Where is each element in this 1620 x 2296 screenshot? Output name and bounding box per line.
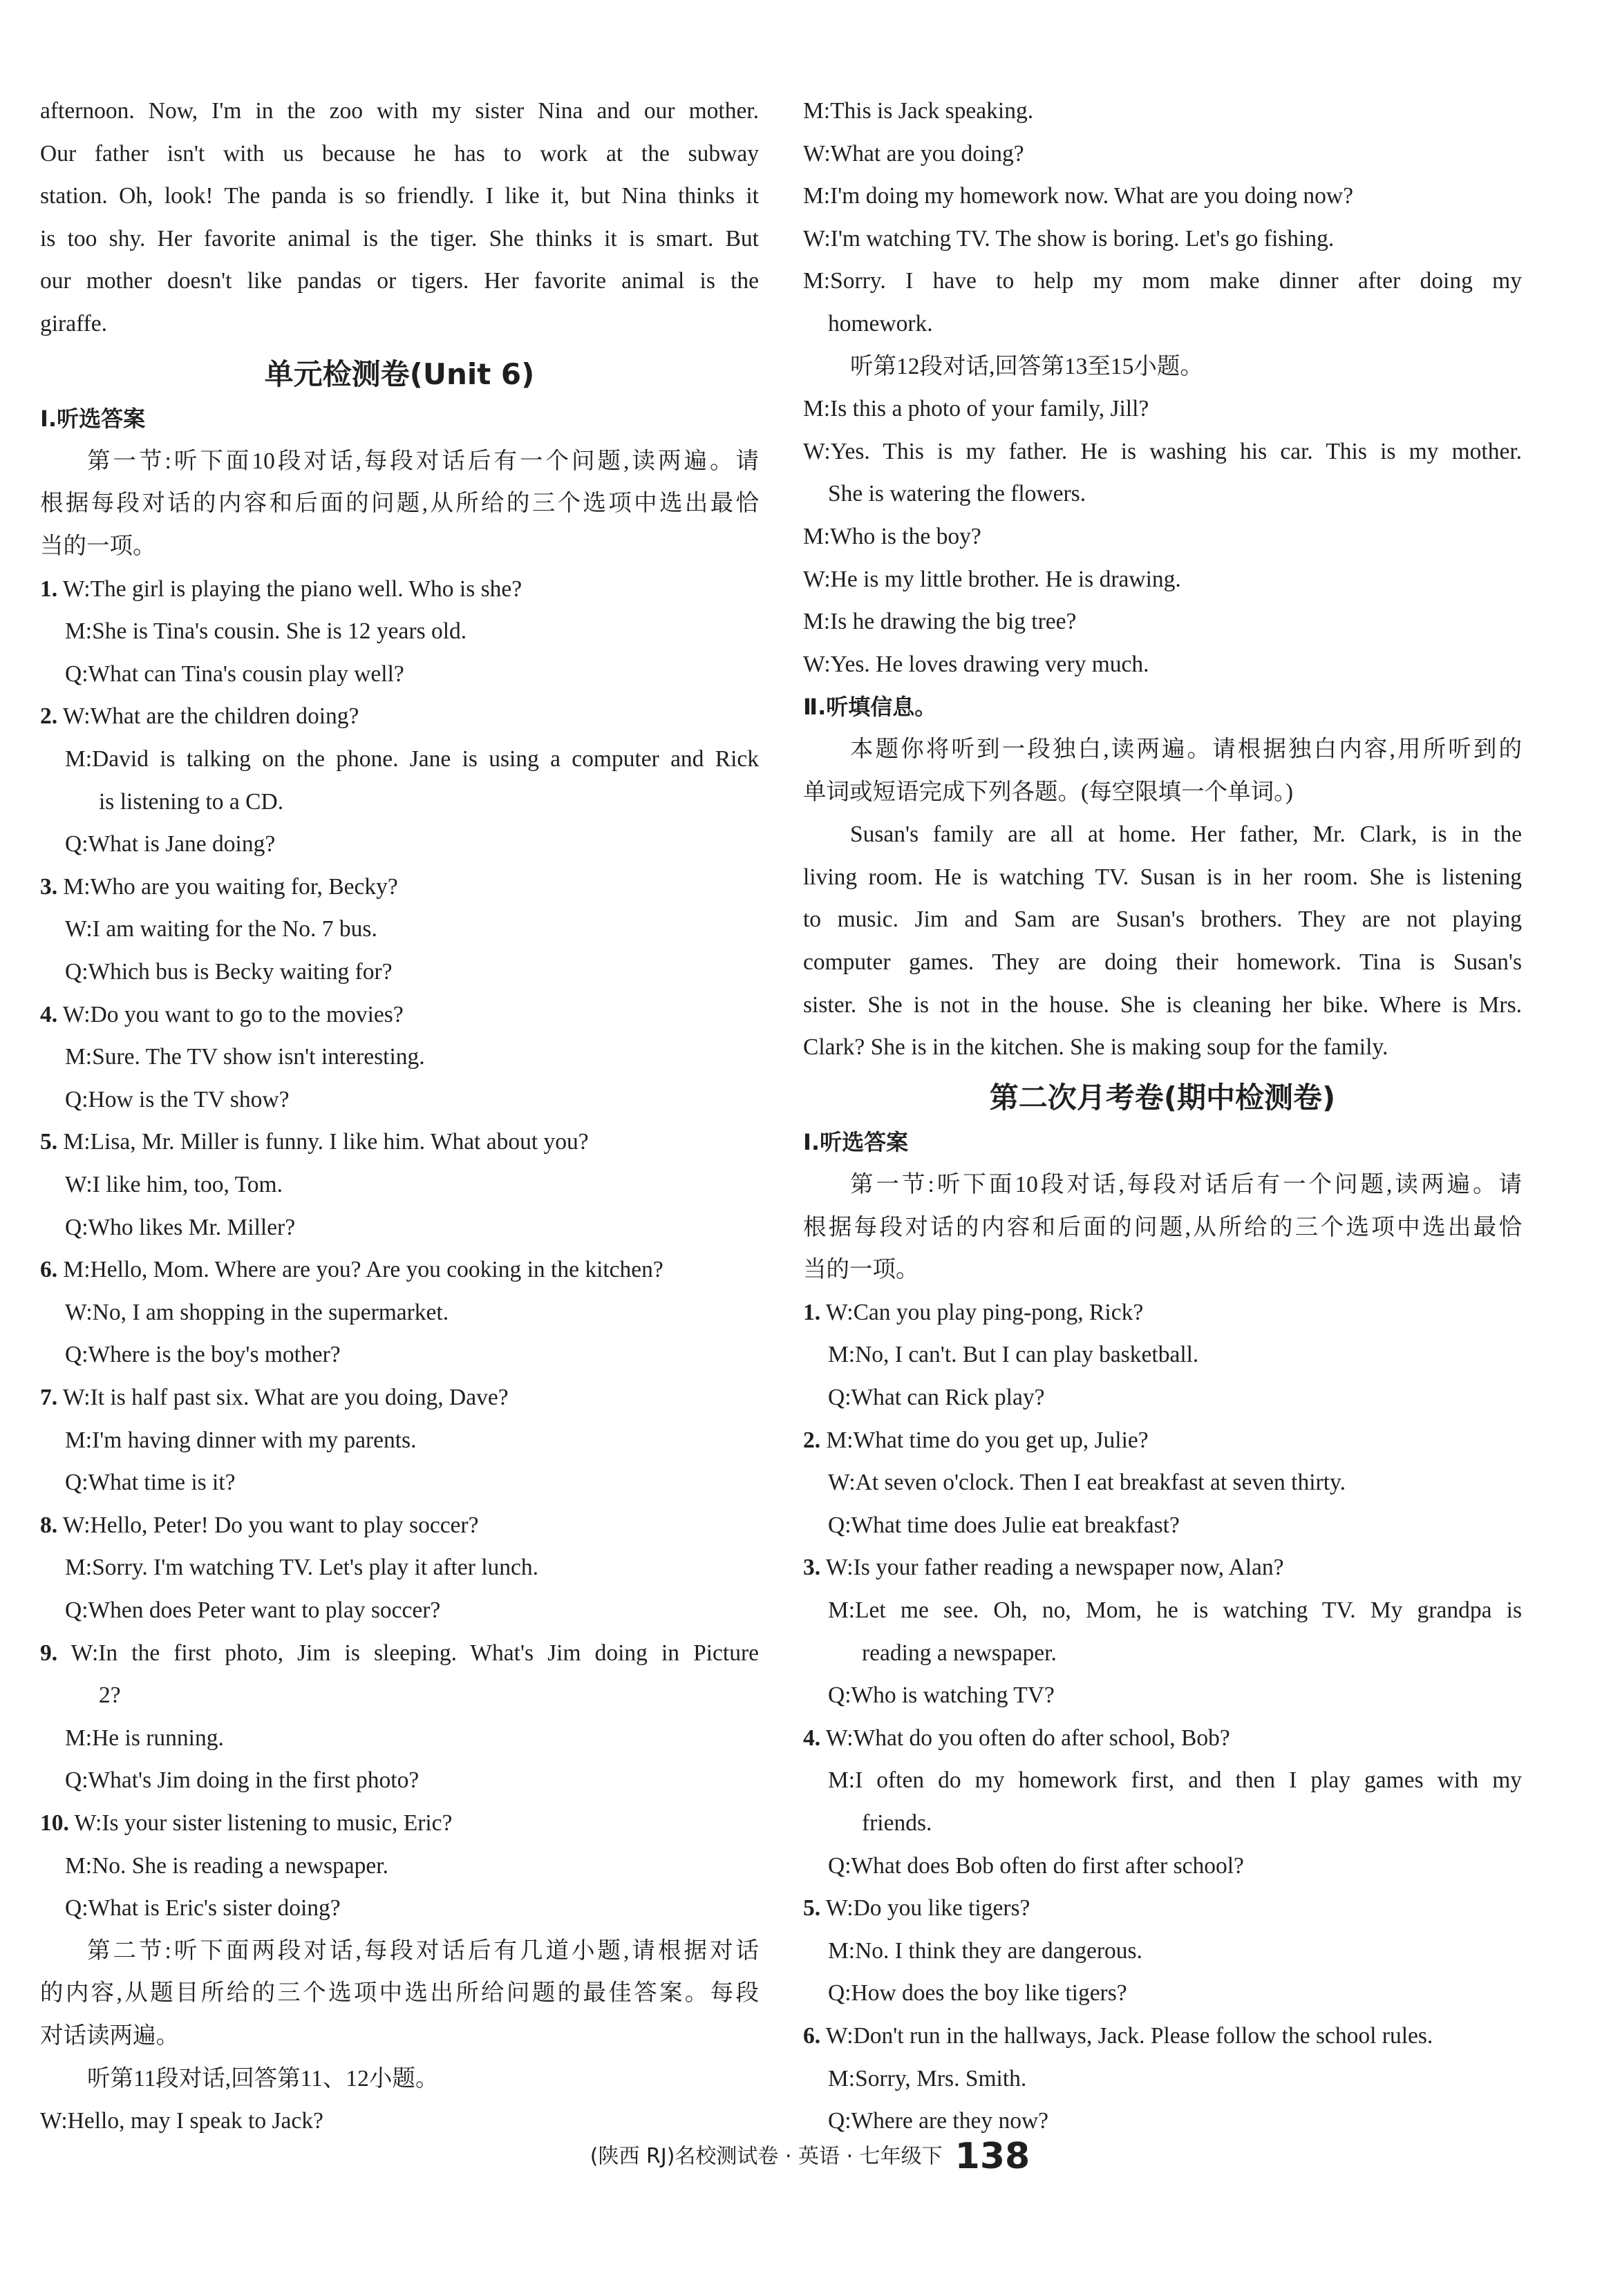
text-line: friends. [862, 1810, 932, 1836]
question-number: 4. [40, 1001, 58, 1027]
text-line: sister. She is not in the house. She is cleaning her bike. Where is Mrs. [803, 992, 1522, 1018]
text-line: 第一节:听下面10段对话,每段对话后有一个问题,读两遍。请 [87, 448, 759, 474]
text-line: Q:What is Eric's sister doing? [65, 1895, 341, 1922]
text-line: 听第11段对话,回答第11、12小题。 [87, 2065, 439, 2091]
text-line: Q:What can Tina's cousin play well? [65, 661, 404, 687]
text-line: M:This is Jack speaking. [803, 98, 1034, 124]
text-line: 第一节:听下面10段对话,每段对话后有一个问题,读两遍。请 [850, 1172, 1522, 1197]
text-line: Q:How is the TV show? [65, 1086, 290, 1112]
question-text: M:Who are you waiting for, Becky? [57, 873, 398, 900]
text-line: Q:What time is it? [65, 1470, 236, 1496]
section-title: 第二次月考卷(期中检测卷) [989, 1080, 1336, 1114]
text-line: afternoon. Now, I'm in the zoo with my sister Nina and our mother. [40, 98, 759, 124]
text-line: W:What are you doing? [803, 140, 1024, 167]
footer-text: (陕西 RJ)名校测试卷 · 英语 · 七年级下 [590, 2144, 943, 2169]
text-line: Our father isn't with us because he has to work at the subway [40, 140, 759, 167]
text-line: M:Let me see. Oh, no, Mom, he is watching TV. My grandpa is [828, 1597, 1522, 1623]
text-line: Susan's family are all at home. Her father, Mr. Clark, is in the [850, 822, 1522, 848]
text-line: M:Sure. The TV show isn't interesting. [65, 1044, 425, 1070]
question-text: W:The girl is playing the piano well. Who is she? [57, 576, 522, 602]
question-number: 5. [803, 1895, 821, 1922]
question-number: 7. [40, 1385, 58, 1410]
question-text: W:It is half past six. What are you doing, Dave? [57, 1385, 509, 1410]
question-line [803, 2015, 1522, 2058]
text-line: 当的一项。 [803, 1257, 919, 1283]
question-text: W:Is your sister listening to music, Eric? [68, 1810, 453, 1836]
question-text: W:In the first photo, Jim is sleeping. What's Jim doing in Picture [57, 1640, 759, 1666]
text-line: Q:What is Jane doing? [65, 831, 276, 857]
text-line: M:Who is the boy? [803, 524, 981, 549]
section-heading: Ⅰ.听选答案 [40, 406, 146, 433]
question-number: 6. [803, 2023, 821, 2049]
text-line: W:Yes. This is my father. He is washing his car. This is my mother. [803, 438, 1522, 464]
text-line: Q:What can Rick play? [828, 1385, 1045, 1410]
question-number: 10. [40, 1810, 69, 1836]
text-line: W:He is my little brother. He is drawing. [803, 566, 1181, 592]
question-text: W:Is your father reading a newspaper now, Alan? [820, 1555, 1284, 1581]
question-text: W:Hello, Peter! Do you want to play soccer? [57, 1512, 479, 1538]
text-line: She is watering the flowers. [828, 481, 1086, 507]
text-line: 本题你将听到一段独白,读两遍。请根据独白内容,用所听到的 [850, 737, 1522, 762]
text-line: is too shy. Her favorite animal is the tiger. She thinks it is smart. But [40, 225, 759, 252]
question-text: W:Do you like tigers? [820, 1895, 1030, 1922]
text-line: 根据每段对话的内容和后面的问题,从所给的三个选项中选出最恰 [803, 1214, 1522, 1240]
text-line: 根据每段对话的内容和后面的问题,从所给的三个选项中选出最恰 [40, 491, 759, 517]
question-number: 2. [803, 1427, 821, 1453]
text-line: M:She is Tina's cousin. She is 12 years old. [65, 618, 467, 645]
text-line: Q:What does Bob often do first after school? [828, 1852, 1244, 1879]
text-line: M:David is talking on the phone. Jane is using a computer and Rick [65, 746, 759, 772]
text-line: 当的一项。 [40, 533, 156, 559]
question-line [803, 1419, 1522, 1462]
text-line: M:Sorry. I'm watching TV. Let's play it after lunch. [65, 1555, 539, 1581]
question-line [40, 1249, 759, 1291]
question-line [40, 568, 759, 611]
text-line: Q:How does the boy like tigers? [828, 1980, 1127, 2006]
question-line [40, 1504, 759, 1547]
question-number: 4. [803, 1725, 821, 1751]
question-text: W:What do you often do after school, Bob? [820, 1725, 1230, 1751]
text-line: W:I like him, too, Tom. [65, 1172, 283, 1197]
text-line: Q:What's Jim doing in the first photo? [65, 1767, 420, 1794]
text-line: Clark? She is in the kitchen. She is making soup for the family. [803, 1034, 1388, 1061]
text-line: 听第12段对话,回答第13至15小题。 [850, 353, 1203, 379]
question-line [40, 866, 759, 909]
text-line: M:No. I think they are dangerous. [828, 1937, 1142, 1964]
text-line: M:Sorry, Mrs. Smith. [828, 2065, 1027, 2091]
question-line [803, 1546, 1522, 1589]
question-text: W:Do you want to go to the movies? [57, 1001, 404, 1027]
question-number: 1. [803, 1299, 821, 1325]
text-line: Q:What time does Julie eat breakfast? [828, 1512, 1180, 1538]
question-line [803, 1887, 1522, 1930]
text-line: Q:Where is the boy's mother? [65, 1342, 341, 1368]
text-line: 2? [99, 1682, 121, 1709]
text-line: M:Is this a photo of your family, Jill? [803, 396, 1149, 422]
text-line: homework. [828, 311, 933, 336]
text-line: M:I'm doing my homework now. What are you doing now? [803, 183, 1353, 209]
question-number: 8. [40, 1512, 58, 1538]
question-text: W:What are the children doing? [57, 703, 359, 730]
question-line [40, 1632, 759, 1675]
text-line: to music. Jim and Sam are Susan's brothers. They are not playing [803, 907, 1522, 933]
text-line: M:I often do my homework first, and then I play games with my [828, 1767, 1522, 1794]
text-line: 第二节:听下面两段对话,每段对话后有几道小题,请根据对话 [87, 1937, 759, 1964]
question-number: 5. [40, 1129, 58, 1155]
question-line [40, 994, 759, 1036]
question-line [803, 1717, 1522, 1760]
text-line: M:Is he drawing the big tree? [803, 609, 1077, 635]
question-number: 6. [40, 1257, 58, 1283]
text-line: living room. He is watching TV. Susan is in her room. She is listening [803, 864, 1522, 890]
text-line: W:I am waiting for the No. 7 bus. [65, 916, 377, 942]
question-line [40, 1802, 759, 1845]
question-number: 3. [40, 873, 58, 900]
page-footer [0, 2134, 1620, 2179]
text-line: W:At seven o'clock. Then I eat breakfast at seven thirty. [828, 1470, 1346, 1496]
text-line: M:I'm having dinner with my parents. [65, 1427, 417, 1453]
question-number: 9. [40, 1640, 58, 1666]
text-line: Q:Who is watching TV? [828, 1682, 1055, 1709]
question-line [803, 1291, 1522, 1334]
text-line: 对话读两遍。 [40, 2023, 179, 2049]
text-line: giraffe. [40, 311, 108, 336]
text-line: W:I'm watching TV. The show is boring. Let's go fishing. [803, 225, 1335, 252]
question-text: M:What time do you get up, Julie? [820, 1427, 1149, 1453]
text-line: Q:When does Peter want to play soccer? [65, 1597, 441, 1623]
question-text: M:Lisa, Mr. Miller is funny. I like him. What about you? [57, 1129, 589, 1155]
text-line: Q:Which bus is Becky waiting for? [65, 959, 393, 985]
section-heading: Ⅰ.听选答案 [803, 1129, 909, 1156]
section-heading: Ⅱ.听填信息。 [803, 694, 937, 721]
question-number: 3. [803, 1555, 821, 1581]
text-line: Q:Where are they now? [828, 2108, 1049, 2134]
text-line: 单词或短语完成下列各题。(每空限填一个单词。) [803, 779, 1294, 805]
text-line: M:He is running. [65, 1725, 224, 1751]
text-line: computer games. They are doing their homework. Tina is Susan's [803, 949, 1522, 975]
text-line: W:No, I am shopping in the supermarket. [65, 1299, 449, 1325]
text-line: M:Sorry. I have to help my mom make dinner after doing my [803, 268, 1522, 294]
text-line: is listening to a CD. [99, 788, 284, 815]
page-number: 138 [954, 2136, 1030, 2178]
question-line [40, 1121, 759, 1164]
question-text: M:Hello, Mom. Where are you? Are you cooking in the kitchen? [57, 1257, 663, 1283]
text-line: W:Hello, may I speak to Jack? [40, 2108, 323, 2134]
text-line: 的内容,从题目所给的三个选项中选出所给问题的最佳答案。每段 [40, 1980, 759, 2006]
section-title: 单元检测卷(Unit 6) [264, 357, 535, 391]
text-line: W:Yes. He loves drawing very much. [803, 651, 1149, 677]
question-number: 2. [40, 703, 58, 730]
question-text: W:Don't run in the hallways, Jack. Please follow the school rules. [820, 2023, 1433, 2049]
text-line: reading a newspaper. [862, 1640, 1057, 1666]
question-number: 1. [40, 576, 58, 602]
text-line: M:No. She is reading a newspaper. [65, 1852, 388, 1879]
question-text: W:Can you play ping-pong, Rick? [820, 1299, 1144, 1325]
text-line: our mother doesn't like pandas or tigers. Her favorite animal is the [40, 268, 759, 294]
text-line: station. Oh, look! The panda is so friendly. I like it, but Nina thinks it [40, 183, 759, 209]
question-line [40, 1376, 759, 1419]
text-line: Q:Who likes Mr. Miller? [65, 1214, 296, 1240]
text-line: M:No, I can't. But I can play basketball. [828, 1342, 1199, 1368]
question-line [40, 695, 759, 738]
